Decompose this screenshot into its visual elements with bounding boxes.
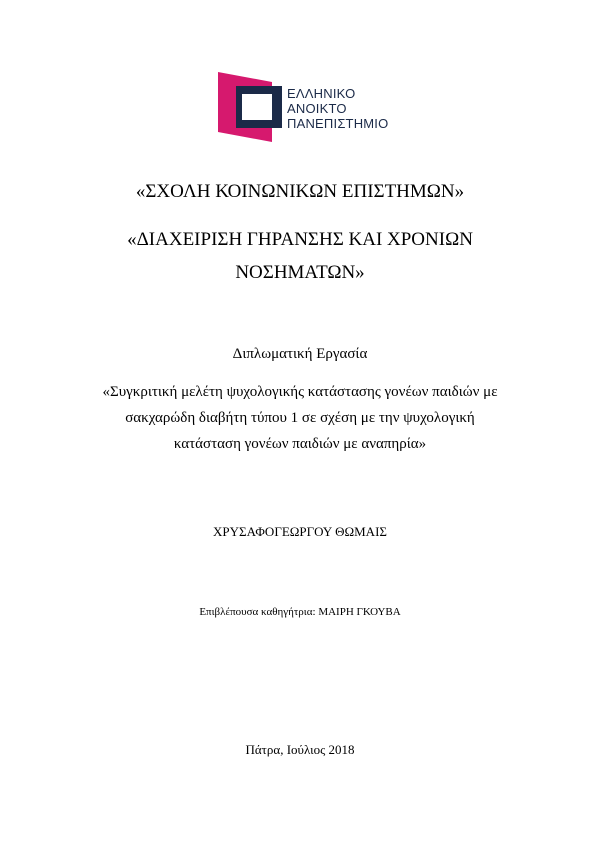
thesis-title-line-1: «Συγκριτική μελέτη ψυχολογικής κατάστασης γονέων παιδιών με [102, 384, 498, 400]
course-name-line-2: ΝΟΣΗΜΑΤΩΝ» [235, 262, 365, 283]
author-name: ΧΡΥΣΑΦΟΓΕΩΡΓΟΥ ΘΩΜΑΙΣ [213, 524, 387, 539]
thesis-title-line-2: σακχαρώδη διαβήτη τύπου 1 σε σχέση με την ψυχολογική [125, 410, 475, 426]
university-logo [214, 70, 404, 144]
supervisor-line: Επιβλέπουσα καθηγήτρια: ΜΑΙΡΗ ΓΚΟΥΒΑ [199, 606, 401, 618]
logo-line-3: ΠΑΝΕΠΙΣΤΗΜΙΟ [287, 116, 389, 131]
thesis-type: Διπλωματική Εργασία [232, 346, 368, 362]
course-name-line-1: «ΔΙΑΧΕΙΡΙΣΗ ΓΗΡΑΝΣΗΣ ΚΑΙ ΧΡΟΝΙΩΝ [127, 229, 473, 250]
school-name: «ΣΧΟΛΗ ΚΟΙΝΩΝΙΚΩΝ ΕΠΙΣΤΗΜΩΝ» [135, 181, 465, 202]
thesis-title-line-3: κατάσταση γονέων παιδιών με αναπηρία» [173, 436, 427, 452]
logo-emblem-icon [214, 70, 286, 144]
logo-line-1: ΕΛΛΗΝΙΚΟ [287, 86, 356, 101]
course-name [0, 223, 600, 289]
place-and-date: Πάτρα, Ιούλιος 2018 [245, 742, 355, 757]
thesis-title [0, 379, 600, 457]
logo-line-2: ΑΝΟΙΚΤΟ [287, 101, 347, 116]
logo-wordmark [287, 86, 388, 131]
